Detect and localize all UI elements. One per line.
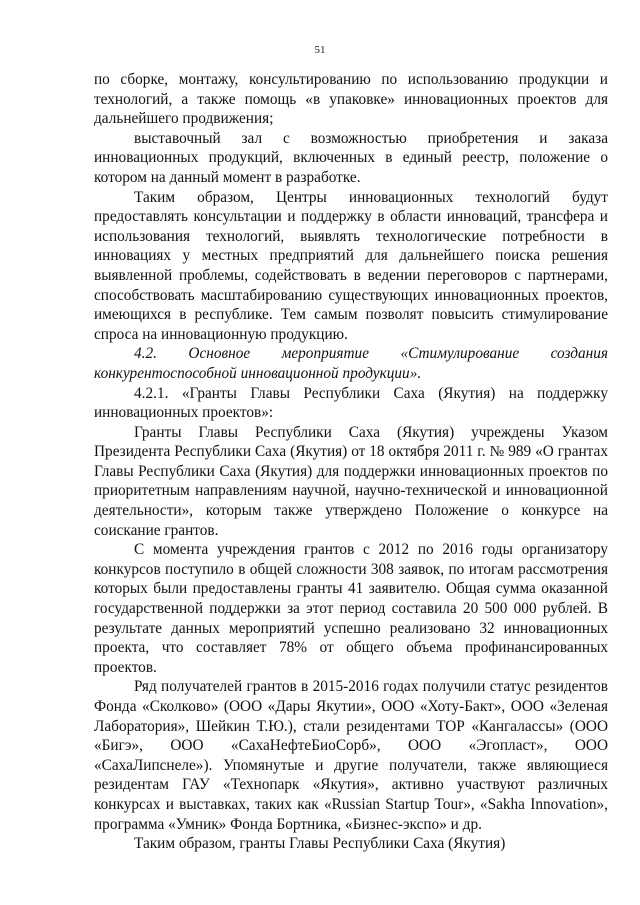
body-text	[94, 70, 608, 854]
paragraph: выставочный зал с возможностью приобретения и заказа инновационных продукций, включенных в единый реестр, положение о котором на данный момент в разработке.	[94, 129, 608, 186]
subsection-heading: 4.2.1. «Гранты Главы Республики Саха (Якутия) на поддержку инновационных проектов»:	[94, 384, 608, 422]
paragraph: Гранты Главы Республики Саха (Якутия) учреждены Указом Президента Республики Саха (Якутия) от 18 октября 2011 г. № 989 «О грантах Главы Республики Саха (Якутия) для поддержки инновационных проектов по приоритетным направлениям научной, научно-технической и инновационной деятельности», которым также утверждено Положение о конкурсе на соискание грантов.	[94, 423, 608, 539]
paragraph: по сборке, монтажу, консультированию по использованию продукции и технологий, а также помощь «в упаковке» инновационных проектов для дальнейшего продвижения;	[94, 71, 608, 128]
paragraph: Ряд получателей грантов в 2015-2016 годах получили статус резидентов Фонда «Сколково» (ООО «Дары Якутии», ООО «Хоту-Бакт», ООО «Зеленая Лаборатория», Шейкин Т.Ю.), стали резидентами ТОР «Кангалассы» (ООО «Бигэ», ООО «СахаНефтеБиоСорб», ООО «Эгопласт», ООО «СахаЛипснеле»). Упомянутые и другие получатели, также являющиеся резидентам ГАУ «Технопарк «Якутия», активно участвуют различных конкурсах и выставках, таких как «Russian Startup Tour», «Sakha Innovation», программа «Умник» Фонда Бортника, «Бизнес-экспо» и др.	[94, 678, 608, 833]
section-heading: 4.2. Основное мероприятие «Стимулирование создания конкурентоспособной инновационной продукции».	[94, 345, 608, 382]
paragraph: Таким образом, Центры инновационных технологий будут предоставлять консультации и поддержку в области инноваций, трансфера и использования технологий, выявлять технологические потребности в инновациях у местных предприятий для дальнейшего поиска решения выявленной проблемы, содействовать в ведении переговоров с партнерами, способствовать масштабированию существующих инновационных проектов, имеющихся в республике. Тем самым позволят повысить стимулирование спроса на инновационную продукцию.	[94, 188, 608, 343]
page-number: 51	[314, 44, 326, 56]
paragraph: Таким образом, гранты Главы Республики Саха (Якутия)	[134, 835, 506, 853]
paragraph: С момента учреждения грантов с 2012 по 2016 годы организатору конкурсов поступило в общей сложности 308 заявок, по итогам рассмотрения которых были предоставлены гранты 41 заявителю. Общая сумма оказанной государственной поддержки за этот период составила 20 500 000 рублей. В результате данных мероприятий успешно реализовано 32 инновационных проекта, что составляет 78% от общего объема профинансированных проектов.	[94, 541, 608, 676]
